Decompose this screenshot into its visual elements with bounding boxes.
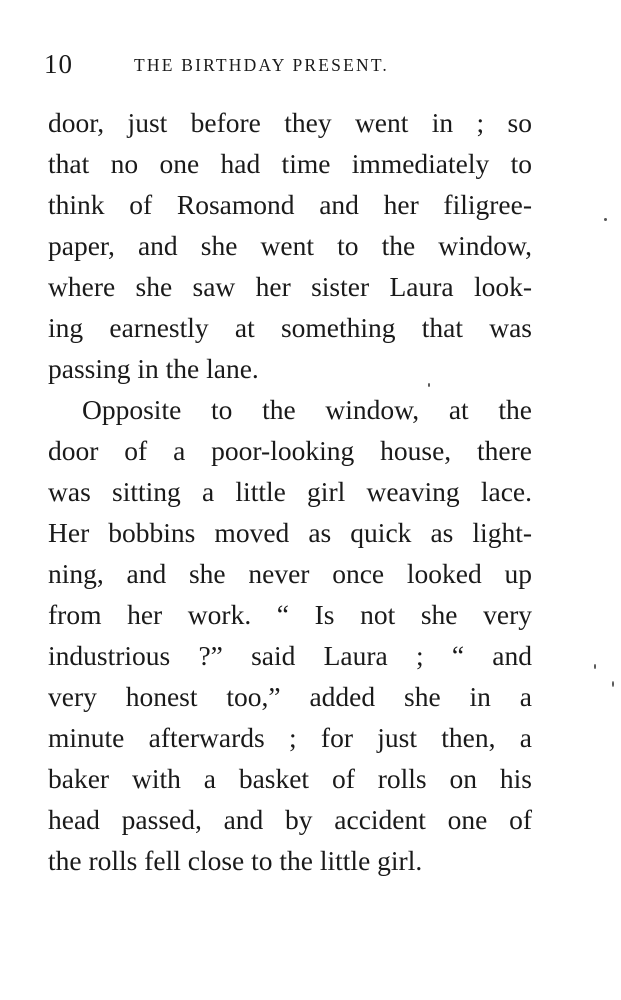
text-line: door of a poor-looking house, there (48, 435, 532, 466)
text-line: very honest too,” added she in a (48, 681, 532, 712)
text-line: Her bobbins moved as quick as light- (48, 517, 532, 548)
text-line: minute afterwards ; for just then, a (48, 722, 532, 753)
text-line: that no one had time immediately to (48, 148, 532, 179)
paper-speck (604, 218, 607, 221)
text-line: the rolls fell close to the little girl. (48, 845, 423, 876)
running-title: THE BIRTHDAY PRESENT. (134, 55, 389, 75)
text-line: was sitting a little girl weaving lace. (48, 476, 532, 507)
text-line: ing earnestly at something that was (48, 312, 532, 343)
text-line: where she saw her sister Laura look- (48, 271, 532, 302)
text-line: paper, and she went to the window, (48, 230, 532, 261)
paragraph-end-line: passing in the lane. (48, 353, 259, 384)
text-line: industrious ?” said Laura ; “ and (48, 640, 532, 671)
text-line: think of Rosamond and her filigree- (48, 189, 532, 220)
paper-speck (594, 664, 596, 669)
paragraph-start-line: Opposite to the window, at the (82, 394, 532, 425)
text-line: head passed, and by accident one of (48, 804, 532, 835)
running-head (44, 46, 544, 82)
text-line: door, just before they went in ; so (48, 107, 532, 138)
text-line: baker with a basket of rolls on his (48, 763, 532, 794)
body-text (48, 102, 532, 881)
paper-speck (428, 383, 430, 387)
text-line: from her work. “ Is not she very (48, 599, 532, 630)
paper-speck (612, 681, 614, 687)
page-number: 10 (44, 49, 73, 79)
text-line: ning, and she never once looked up (48, 558, 532, 589)
